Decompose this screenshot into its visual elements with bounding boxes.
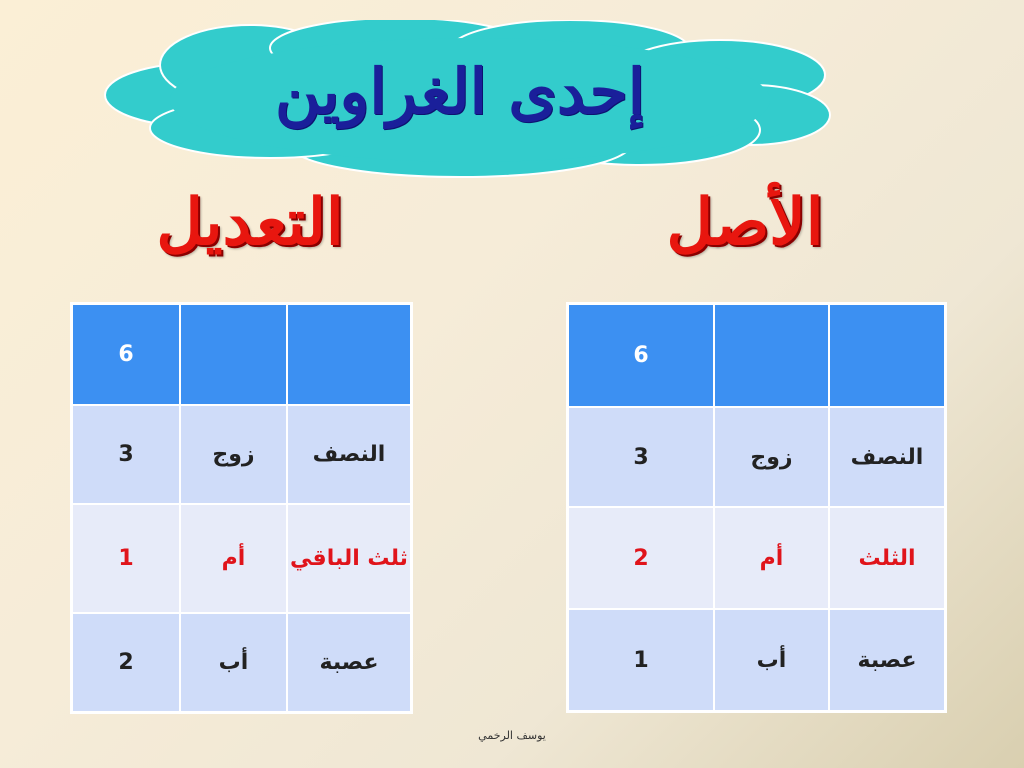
- table-cell: النصف: [829, 407, 945, 507]
- footer-author: يوسف الرخمي: [478, 729, 546, 742]
- table-row: [568, 609, 945, 711]
- table-row: [72, 613, 411, 712]
- table-cell: زوج: [180, 405, 287, 504]
- table-cell: [180, 304, 287, 405]
- table-row: [72, 504, 411, 613]
- table-cell: عصبة: [287, 613, 411, 712]
- table-cell: 3: [72, 405, 180, 504]
- table-cell: النصف: [287, 405, 411, 504]
- table-cell: [714, 304, 829, 407]
- table-original: [567, 303, 946, 712]
- table-cell: أب: [714, 609, 829, 711]
- heading-modified: التعديل: [156, 185, 344, 260]
- table-cell: [287, 304, 411, 405]
- table-cell: 1: [72, 504, 180, 613]
- table-cell: زوج: [714, 407, 829, 507]
- table-cell: 6: [568, 304, 714, 407]
- page-title: إحدى الغراوين: [274, 55, 646, 128]
- table-header-row: [568, 304, 945, 407]
- heading-original: الأصل: [666, 185, 824, 260]
- table-cell: 3: [568, 407, 714, 507]
- table-cell: أم: [714, 507, 829, 609]
- table-cell: ثلث الباقي: [287, 504, 411, 613]
- table-cell: 2: [568, 507, 714, 609]
- table-cell: عصبة: [829, 609, 945, 711]
- table-cell: الثلث: [829, 507, 945, 609]
- table-row: [72, 405, 411, 504]
- table-row: [568, 507, 945, 609]
- table-row: [568, 407, 945, 507]
- table-header-row: [72, 304, 411, 405]
- table-cell: [829, 304, 945, 407]
- table-cell: 1: [568, 609, 714, 711]
- table-cell: أم: [180, 504, 287, 613]
- table-cell: أب: [180, 613, 287, 712]
- table-cell: 2: [72, 613, 180, 712]
- table-modified: [71, 303, 412, 713]
- table-cell: 6: [72, 304, 180, 405]
